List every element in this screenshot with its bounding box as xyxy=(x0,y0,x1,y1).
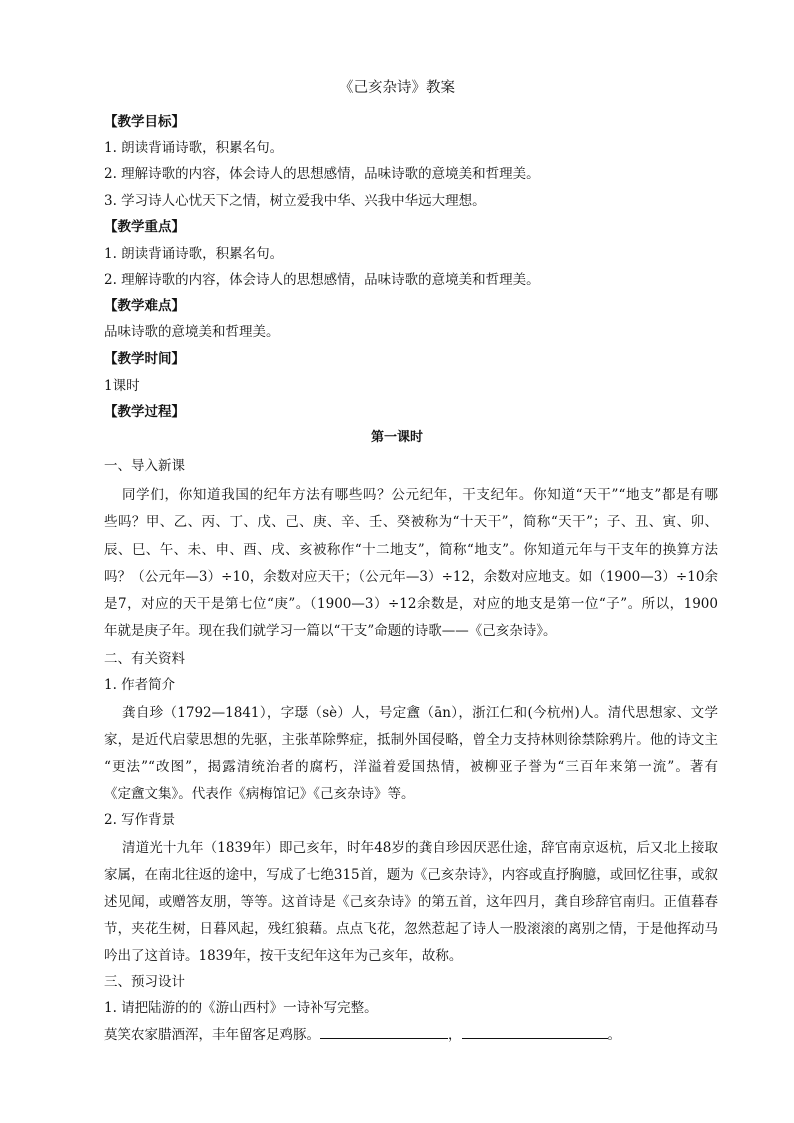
text-line: 一、导入新课 xyxy=(104,458,185,474)
answer-blank-1[interactable] xyxy=(320,1024,448,1039)
text-line: 家，是近代启蒙思想的先驱，主张革除弊症，抵制外国侵略，曾全力支持林则徐禁除鸦片。他的诗文主 xyxy=(104,732,718,748)
text-line: 品味诗歌的意境美和哲理美。 xyxy=(104,324,280,340)
lesson-heading: 第一课时 xyxy=(370,430,423,445)
text-line: 2. 理解诗歌的内容，体会诗人的思想感情，品味诗歌的意境美和哲理美。 xyxy=(104,272,540,288)
poem-fill-line xyxy=(104,1024,621,1044)
blank-separator: ， xyxy=(448,1027,462,1043)
text-line: 三、预习设计 xyxy=(104,974,185,990)
text-line: “更法”“改图”，揭露清统治者的腐朽，洋溢着爱国热情，被柳亚子誉为“三百年来第一流”。著有 xyxy=(104,759,718,775)
text-line: 2. 写作背景 xyxy=(104,812,176,828)
text-line: 同学们，你知道我国的纪年方法有哪些吗？公元纪年，干支纪年。你知道“天干”“地支”都是有哪 xyxy=(122,487,718,503)
text-line: 些吗？甲、乙、丙、丁、戊、己、庚、辛、壬、癸被称为“十天干”，简称“天干”；子、丑、寅、卯、 xyxy=(104,514,718,530)
text-line: 1. 朗读背诵诗歌，积累名句。 xyxy=(104,140,284,156)
text-line: 1. 请把陆游的的《游山西村》一诗补写完整。 xyxy=(104,1000,378,1016)
text-line: 二、有关资料 xyxy=(104,651,185,667)
document-title: 《己亥杂诗》教案 xyxy=(339,80,455,96)
text-line: 1课时 xyxy=(104,378,140,394)
text-line: 1. 作者简介 xyxy=(104,677,176,693)
text-line: 清道光十九年（1839年）即己亥年，时年48岁的龚自珍因厌恶仕途，辞官南京返杭，后又北上接取 xyxy=(122,840,718,856)
text-line: 《定盦文集》。代表作《病梅馆记》《己亥杂诗》等。 xyxy=(104,786,415,802)
text-line: 辰、巳、午、未、申、酉、戌、亥被称作“十二地支”，简称“地支”。你知道元年与干支年的换算方法 xyxy=(104,542,718,558)
text-line: 节，夹花生树，日暮风起，残红狼藉。点点飞花，忽然惹起了诗人一股滚滚的离别之情，于是他挥动马 xyxy=(104,921,718,937)
text-line: 年就是庚子年。现在我们就学习一篇以“干支”命题的诗歌——《己亥杂诗》。 xyxy=(104,623,557,639)
text-line: 是7，对应的天干是第七位“庚”。（1900—3）÷12余数是，对应的地支是第一位“子”。所以，1900 xyxy=(104,596,718,612)
text-line: 吗？（公元年—3）÷10，余数对应天干；（公元年—3）÷12，余数对应地支。如（1900—3）÷10余 xyxy=(104,569,718,585)
text-line: 2. 理解诗歌的内容，体会诗人的思想感情，品味诗歌的意境美和哲理美。 xyxy=(104,166,540,182)
text-line: 述见闻，或赠答友朋，等等。这首诗是《己亥杂诗》的第五首，这年四月，龚自珍辞官南归。正值暮春 xyxy=(104,894,718,910)
section-heading: 【教学时间】 xyxy=(104,351,185,367)
section-heading: 【教学过程】 xyxy=(104,404,185,420)
text-line: 龚自珍（1792—1841），字璱（sè）人，号定盦（ān），浙江仁和(今杭州)人。清代思想家、文学 xyxy=(122,705,718,721)
section-heading: 【教学目标】 xyxy=(104,114,185,130)
text-line: 家属，在南北往返的途中，写成了七绝315首，题为《己亥杂诗》，内容或直抒胸臆，或回忆往事，或叙 xyxy=(104,867,718,883)
section-heading: 【教学重点】 xyxy=(104,219,185,235)
text-line: 吟出了这首诗。1839年，按干支纪年这年为己亥年，故称。 xyxy=(104,948,463,964)
section-heading: 【教学难点】 xyxy=(104,298,185,314)
answer-blank-2[interactable] xyxy=(462,1024,608,1039)
text-line: 3. 学习诗人心忧天下之情，树立爱我中华、兴我中华远大理想。 xyxy=(104,193,486,209)
text-line: 1. 朗读背诵诗歌，积累名句。 xyxy=(104,246,284,262)
fill-line-end: 。 xyxy=(607,1027,621,1043)
poem-prefix: 莫笑农家腊酒浑，丰年留客足鸡豚。 xyxy=(104,1027,320,1043)
